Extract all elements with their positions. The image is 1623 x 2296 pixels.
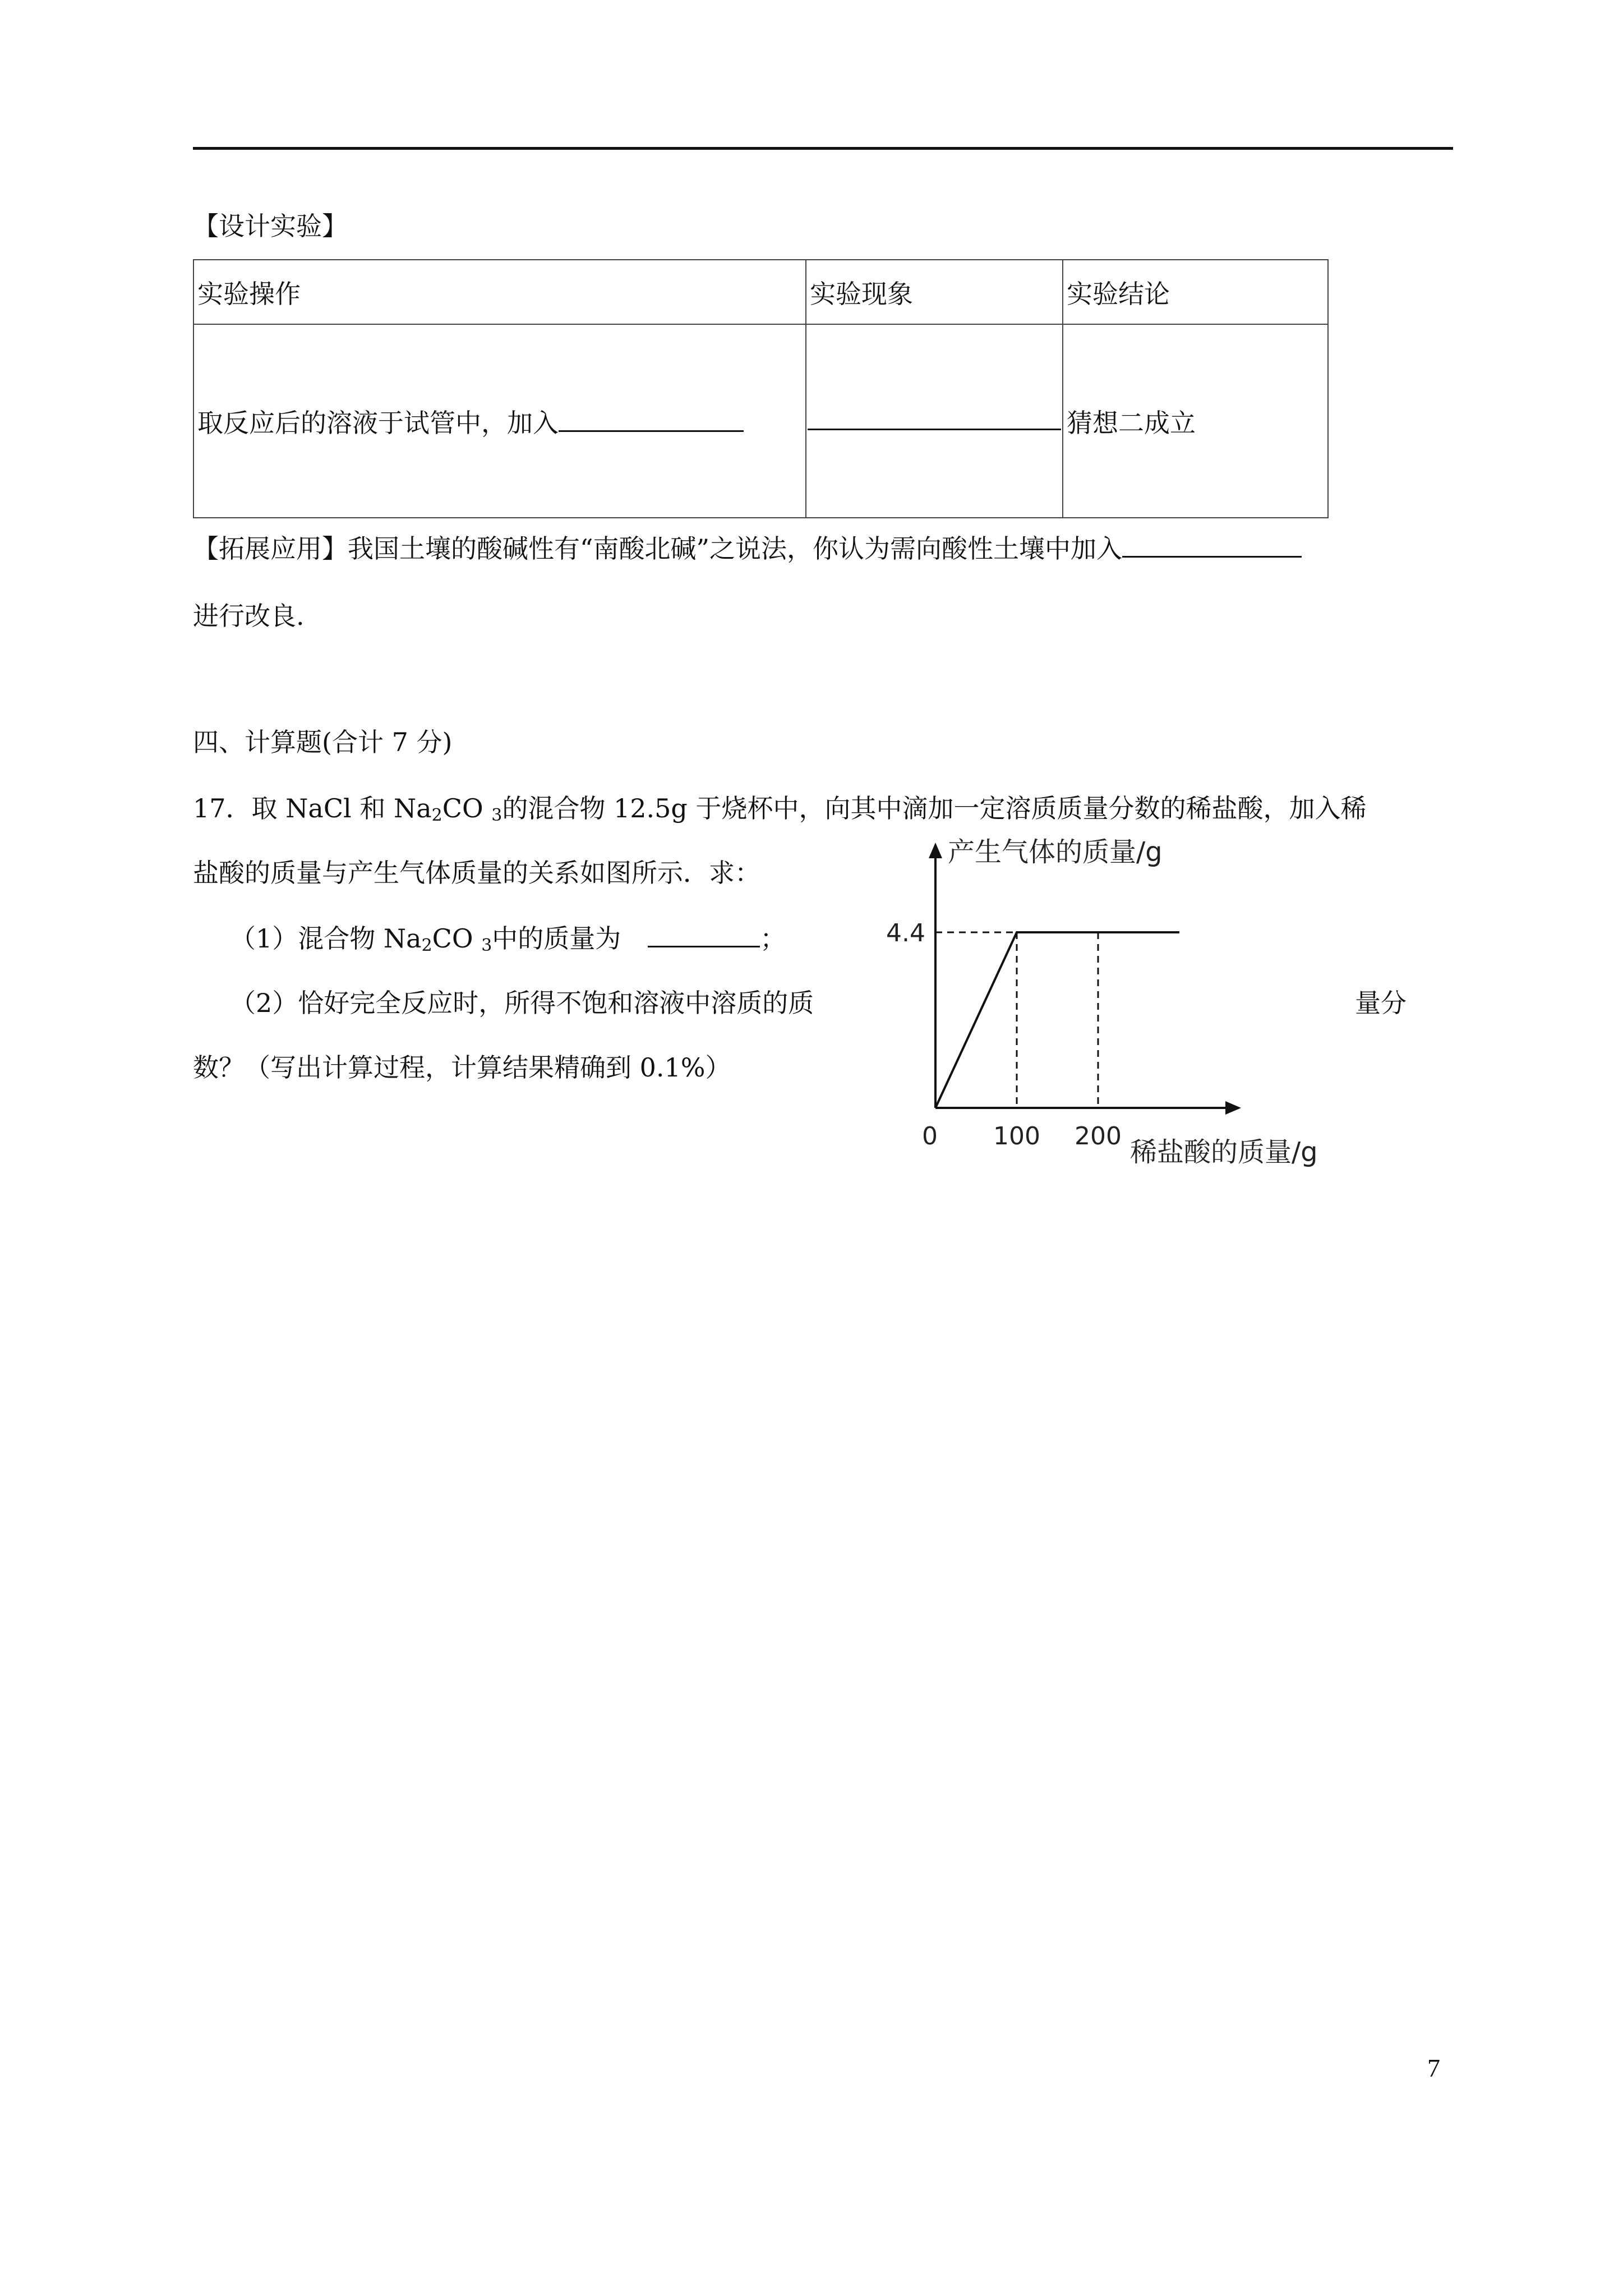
q17-part1 bbox=[230, 923, 786, 955]
y-axis-arrow bbox=[929, 843, 942, 858]
x-tick-label: 0 bbox=[922, 1122, 938, 1151]
x-axis-arrow bbox=[1225, 1101, 1241, 1115]
header-conclusion: 实验结论 bbox=[1063, 260, 1328, 324]
experiment-table bbox=[193, 259, 1329, 518]
q17-part3: 数？（写出计算过程，计算结果精确到 0.1%） bbox=[193, 1052, 731, 1083]
operation-blank[interactable] bbox=[559, 428, 744, 432]
extension-line bbox=[193, 533, 1302, 564]
phenomenon-cell bbox=[806, 324, 1063, 518]
page-number: 7 bbox=[1427, 2054, 1440, 2082]
header-rule bbox=[193, 147, 1453, 150]
extension-line2: 进行改良. bbox=[193, 601, 305, 631]
p1-sub: 2 bbox=[421, 936, 432, 955]
x-tick-label: 100 bbox=[993, 1122, 1040, 1151]
operation-text: 取反应后的溶液于试管中，加入 bbox=[197, 407, 559, 438]
q17-part2: （2）恰好完全反应时，所得不饱和溶液中溶质的质 bbox=[230, 988, 814, 1018]
conclusion-cell: 猜想二成立 bbox=[1063, 324, 1328, 518]
design-heading: 【设计实验】 bbox=[193, 211, 348, 241]
p1-end: ； bbox=[760, 923, 786, 954]
q17-line2: 盐酸的质量与产生气体质量的关系如图所示．求： bbox=[193, 858, 760, 888]
y-tick-label: 4.4 bbox=[886, 919, 925, 947]
section-heading: 四、计算题(合计 7 分) bbox=[193, 727, 453, 757]
y-axis-label: 产生气体的质量/g bbox=[948, 836, 1163, 868]
q17-text-c: 的混合物 12.5g 于烧杯中，向其中滴加一定溶质质量分数的稀盐酸，加入稀 bbox=[502, 793, 1367, 823]
extension-label: 【拓展应用】 bbox=[193, 533, 348, 564]
q17-text-a: 17．取 NaCl 和 Na bbox=[193, 793, 432, 823]
extension-blank[interactable] bbox=[1122, 554, 1302, 558]
x-tick-label: 200 bbox=[1075, 1122, 1122, 1151]
q17-line1 bbox=[193, 793, 1367, 825]
p1-text-a: （1）混合物 Na bbox=[230, 923, 422, 954]
q17-part2-end: 量分 bbox=[1355, 988, 1407, 1018]
x-axis-label: 稀盐酸的质量/g bbox=[1130, 1137, 1318, 1168]
extension-text: 我国土壤的酸碱性有“南酸北碱”之说法，你认为需向酸性土壤中加入 bbox=[348, 533, 1123, 564]
q17-sub: 2 bbox=[431, 806, 442, 825]
p1-text-b: CO bbox=[432, 923, 482, 954]
operation-cell bbox=[193, 324, 806, 518]
header-phenomenon: 实验现象 bbox=[806, 260, 1063, 324]
p1-sub2: 3 bbox=[481, 936, 492, 955]
p1-text-c: 中的质量为 bbox=[492, 923, 621, 954]
series-line bbox=[935, 932, 1179, 1108]
header-operation: 实验操作 bbox=[193, 260, 806, 324]
q17-sub2: 3 bbox=[491, 806, 502, 825]
phenomenon-blank[interactable] bbox=[808, 426, 1061, 430]
gas-mass-chart bbox=[858, 836, 1363, 1184]
table-row bbox=[193, 324, 1328, 518]
table-header-row bbox=[193, 260, 1328, 324]
p1-blank[interactable] bbox=[648, 944, 760, 947]
q17-text-b: CO bbox=[442, 793, 492, 823]
